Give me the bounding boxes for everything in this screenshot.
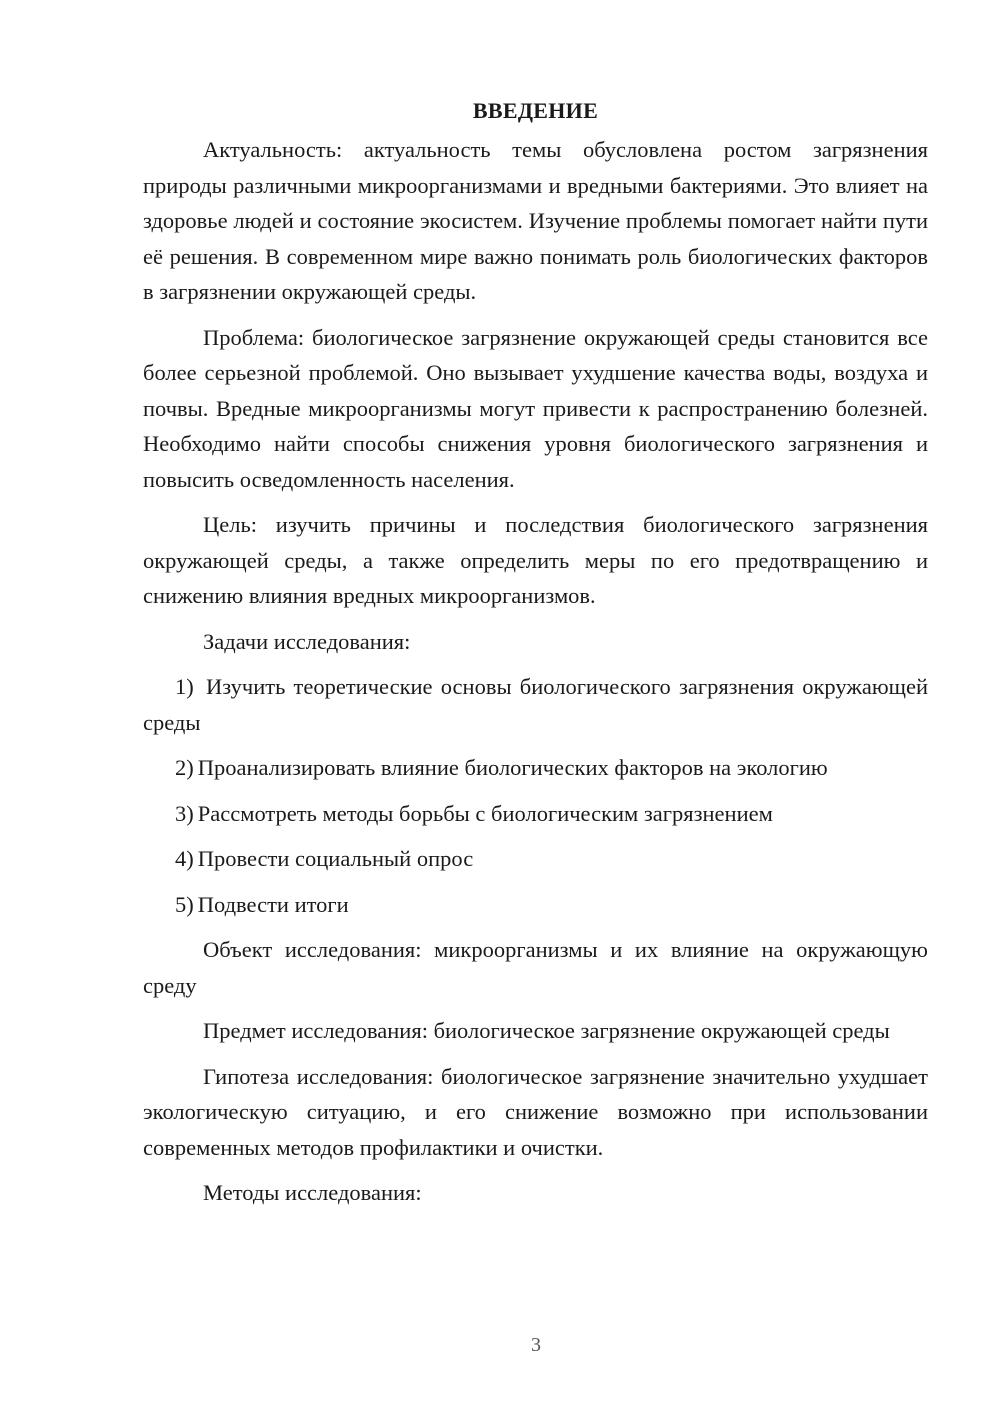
list-item-number: 1) — [175, 674, 194, 699]
relevance-paragraph: Актуальность: актуальность темы обусловлена ростом загрязнения природы различными микроорганизмами и вредными бактериями. Это влияет на здоровье людей и состояние экосистем. Изучение проблемы помогает найти пути её решения. В современном мире важно понимать роль биологических факторов в загрязнении окружающей среды. — [143, 137, 928, 304]
methods-heading: Методы исследования: — [203, 1180, 422, 1205]
list-item-number: 5) — [175, 891, 194, 917]
tasks-list — [143, 669, 928, 922]
object-paragraph: Объект исследования: микроорганизмы и их влияние на окружающую среду — [143, 937, 928, 998]
list-item-text: Подвести итоги — [197, 891, 349, 917]
list-item-text: Рассмотреть методы борьбы с биологическим загрязнением — [197, 800, 773, 826]
list-item — [143, 887, 928, 923]
list-item-number: 4) — [175, 846, 194, 871]
problem-paragraph: Проблема: биологическое загрязнение окружающей среды становится все более серьезной проблемой. Оно вызывает ухудшение качества воды, воздуха и почвы. Вредные микроорганизмы могут привести к распространению болезней. Необходимо найти способы снижения уровня биологического загрязнения и повысить осведомленность населения. — [143, 324, 928, 492]
goal-paragraph: Цель: изучить причины и последствия биологического загрязнения окружающей среды, а также определить меры по его предотвращению и снижению влияния вредных микроорганизмов. — [143, 512, 928, 608]
subject-paragraph: Предмет исследования: биологическое загрязнение окружающей среды — [203, 1018, 890, 1043]
tasks-heading: Задачи исследования: — [203, 628, 411, 654]
page-title: ВВЕДЕНИЕ — [472, 98, 599, 123]
list-item — [143, 796, 928, 832]
list-item-text: Проанализировать влияние биологических факторов на экологию — [197, 755, 828, 780]
document-page — [143, 96, 928, 1221]
page-number: 3 — [531, 1334, 541, 1356]
list-item-number: 2) — [175, 755, 194, 780]
list-item-number: 3) — [175, 800, 194, 826]
list-item — [143, 841, 928, 877]
list-item — [143, 750, 928, 786]
hypothesis-paragraph: Гипотеза исследования: биологическое загрязнение значительно ухудшает экологическую ситуацию, и его снижение возможно при использовании современных методов профилактики и очистки. — [143, 1063, 928, 1160]
list-item-text: Провести социальный опрос — [197, 846, 474, 871]
list-item-text: Изучить теоретические основы биологического загрязнения окружающей среды — [143, 674, 929, 735]
list-item — [143, 669, 928, 740]
